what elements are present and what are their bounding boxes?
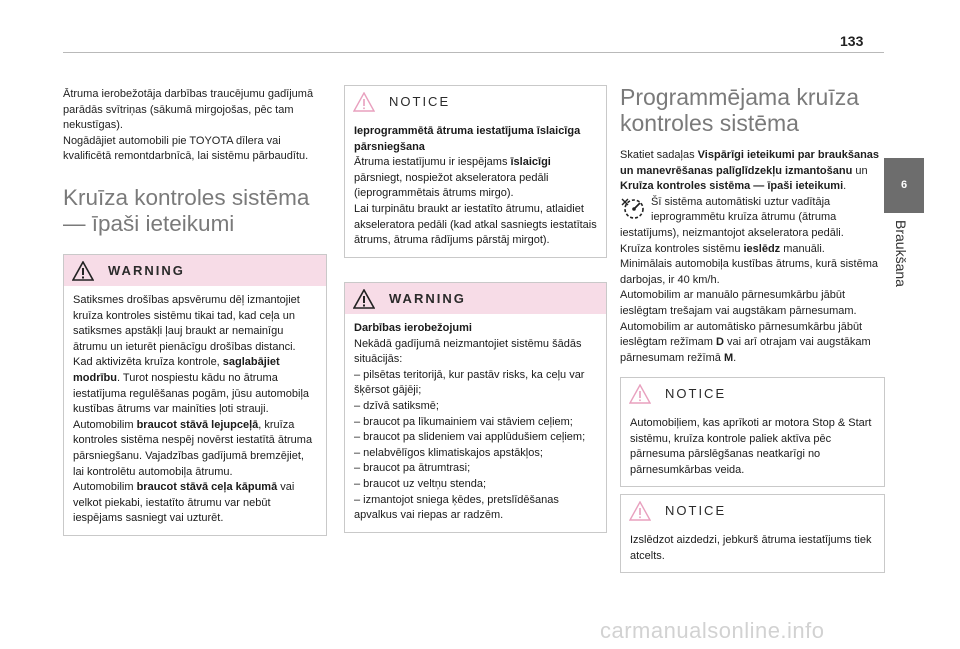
- list-item: – braucot pa ātrumtrasi;: [354, 462, 471, 475]
- bold-run: saglabājiet modrību: [73, 356, 280, 384]
- text-run: vai arī otrajam vai augstākam pārnesumam režīmā: [620, 336, 871, 364]
- notice-triangle-icon: [629, 501, 651, 521]
- bold-run: Kruīza kontroles sistēma — īpaši ieteikumi: [620, 180, 844, 193]
- bold-run: Vispārīgi ieteikumi par braukšanas un manevrēšanas palīglīdzekļu izmantošanu: [620, 149, 880, 177]
- warning-title: WARNING: [389, 291, 466, 306]
- right-column: [620, 84, 882, 366]
- cruise-control-icon: [620, 195, 646, 221]
- warning-body: [345, 314, 606, 532]
- text-run: .: [843, 180, 847, 193]
- chapter-tab: 6: [884, 158, 924, 213]
- notice-paragraph: [354, 155, 597, 202]
- text-run: pārsniegt, nospiežot akseleratora pedāli (ieprogrammētais ātrums mirgo).: [354, 171, 549, 200]
- notice-title: NOTICE: [389, 94, 451, 109]
- notice-body: [345, 117, 606, 257]
- text-run: Kruīza kontroles sistēmu: [620, 242, 744, 255]
- notice-header: [345, 86, 606, 117]
- right-paragraph: [620, 195, 882, 242]
- text-run: Automobilim: [73, 418, 137, 431]
- warning-paragraph: Nekādā gadījumā neizmantojiet sistēmu šādās situācijās:: [354, 337, 582, 366]
- page-number: 133: [840, 33, 864, 49]
- text-run: Kad aktivizēta kruīza kontrole,: [73, 356, 223, 369]
- left-heading: Kruīza kontroles sistēma — īpaši ieteikumi: [63, 184, 310, 236]
- warning-paragraph: [73, 418, 317, 480]
- notice-body: [621, 409, 884, 486]
- list-item: – pilsētas teritorijā, kur pastāv risks, ka ceļu var šķērsot gājēji;: [354, 368, 585, 397]
- text-run: Automobilim ar automātisko pārnesumkārbu jābūt ieslēgtam režīmam: [620, 320, 863, 349]
- text-run: vai velkot piekabi, iestatīto ātrumu var nebūt iespējams sasniegt vai uzturēt.: [73, 481, 295, 525]
- warning-paragraph: [73, 480, 317, 527]
- chapter-label-container: [889, 220, 915, 340]
- text-run: Skatiet sadaļas: [620, 149, 698, 161]
- left-intro: Ātruma ierobežotāja darbības traucējumu gadījumā parādās svītriņas (sākumā mirgojošas, pēc tam nekustīgas). Nogādājiet automobili pie TOYOTA dīlera vai kvalificētā remontdarbnīcā, lai sistēmu pārbaudītu.: [63, 88, 314, 163]
- text-run: un: [852, 164, 868, 177]
- notice-bold-heading: [354, 124, 597, 155]
- notice-header: [621, 495, 884, 526]
- warning-bold-heading: [354, 321, 597, 337]
- right-paragraph: [620, 148, 882, 195]
- bold-run: ieslēdz: [743, 242, 781, 255]
- left-warning-box: [63, 254, 327, 536]
- notice-paragraph: Automobiļiem, kas aprīkoti ar motora Stop & Start sistēmu, kruīza kontrole paliek aktīva pēc pārnesuma pārslēgšanas neatkarīgi no pārnesumkārbas veida.: [630, 417, 872, 476]
- text-run: Šī sistēma automātiski uztur vadītāja ieprogrammētu kruīza ātrumu (ātruma iestatījums), neizmantojot akseleratora pedāli.: [620, 195, 844, 239]
- list-item: – braucot pa slideniem vai applūdušiem ceļiem;: [354, 431, 586, 444]
- text-run: Automobilim: [73, 481, 137, 494]
- bold-run: Ieprogrammētā ātruma iestatījuma īslaicīga pārsniegšana: [354, 125, 581, 153]
- text-run: Ātruma iestatījumu ir iespējams: [354, 156, 511, 169]
- bold-run: D: [715, 336, 724, 349]
- right-paragraph: Automobilim ar manuālo pārnesumkārbu jābūt ieslēgtam trešajam vai augstākam pārnesumam.: [620, 289, 857, 317]
- notice-paragraph: Lai turpinātu braukt ar iestatīto ātrumu, atlaidiet akseleratora pedāli (kad atkal sasniegts iestatītais ātrums, ātruma rādījums pārstāj mirgot).: [354, 202, 597, 247]
- warning-triangle-icon: [353, 289, 375, 309]
- list-item: – izmantojot sniega ķēdes, pretslīdēšanas apvalkus vai riepas ar radzēm.: [354, 493, 559, 522]
- warning-body: [64, 286, 326, 535]
- text-run: manuāli.: [780, 242, 825, 255]
- watermark: carmanualsonline.info: [600, 618, 825, 643]
- right-paragraph: [620, 242, 882, 258]
- notice-header: [621, 378, 884, 409]
- bold-run: Darbības ierobežojumi: [354, 322, 472, 334]
- left-column: [63, 87, 325, 237]
- warning-paragraph: [73, 355, 317, 417]
- notice-triangle-icon: [353, 92, 375, 112]
- warning-title: WARNING: [108, 263, 185, 278]
- warning-header: [345, 283, 606, 314]
- bold-run: īslaicīgi: [510, 156, 551, 169]
- middle-warning-box: [344, 282, 607, 533]
- warning-paragraph: Satiksmes drošības apsvērumu dēļ izmantojiet kruīza kontroles sistēmu tikai tad, kad ceļa un satiksmes apstākļi ļauj braukt ar nemainīgu ātrumu un ieturēt pienācīgu drošības distanci.: [73, 294, 300, 353]
- list-item: – braucot uz veltņu stenda;: [354, 477, 487, 490]
- text-run: , kruīza kontroles sistēma nespēj novērst iestatītā ātruma pārsniegšanu. Vajadzības gadījumā bremzējiet, lai kontrolētu automobiļa ātrumu.: [73, 418, 313, 478]
- chapter-label: Braukšana: [893, 220, 909, 287]
- top-rule: [63, 52, 884, 53]
- notice-title: NOTICE: [665, 503, 727, 518]
- warning-header: [64, 255, 326, 286]
- middle-notice-box: [344, 85, 607, 258]
- list-item: – nelabvēlīgos klimatiskajos apstākļos;: [354, 446, 543, 459]
- right-paragraph: [620, 320, 882, 367]
- notice-title: NOTICE: [665, 386, 727, 401]
- bold-run: braucot stāvā lejupceļā: [136, 418, 259, 431]
- notice-body: [621, 526, 884, 572]
- list-item: – braucot pa līkumainiem vai stāviem ceļiem;: [354, 415, 573, 428]
- right-notice-box-2: [620, 494, 885, 573]
- text-run: . Turot nospiestu kādu no ātruma iestatījuma regulēšanas pogām, jūsu automobiļa kustības ātrums var mainīties ļoti strauji.: [73, 371, 310, 416]
- warning-triangle-icon: [72, 261, 94, 281]
- right-notice-box-1: [620, 377, 885, 487]
- bold-run: M: [723, 351, 734, 364]
- right-heading: Programmējama kruīza kontroles sistēma: [620, 84, 860, 136]
- notice-triangle-icon: [629, 384, 651, 404]
- list-item: – dzīvā satiksmē;: [354, 399, 439, 412]
- right-paragraph: Minimālais automobiļa kustības ātrums, kurā sistēma darbojas, ir 40 km/h.: [620, 258, 878, 286]
- text-run: .: [733, 351, 737, 364]
- notice-paragraph: Izslēdzot aizdedzi, jebkurš ātruma iestatījums tiek atcelts.: [630, 534, 872, 562]
- bold-run: braucot stāvā ceļa kāpumā: [136, 481, 278, 494]
